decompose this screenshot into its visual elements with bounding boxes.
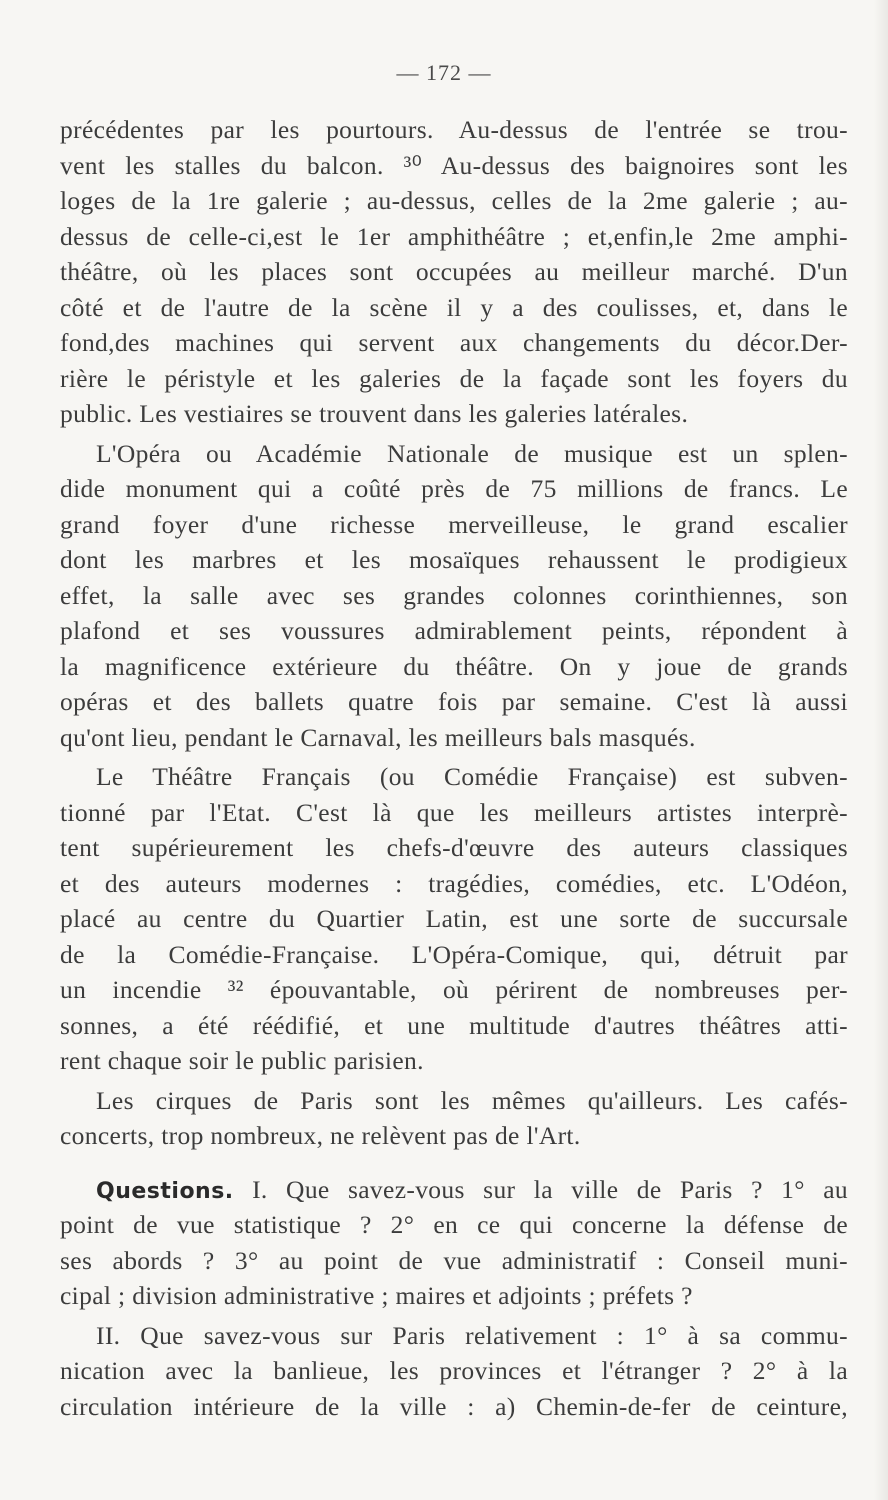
text-line: plafond et ses voussures admirablement peints, répondent à [60,616,848,645]
text-line: sonnes, a été réédifié, et une multitude d'autres théâtres atti- [60,1010,848,1040]
text-body [60,112,848,1424]
text-line: rière le péristyle et les galeries de la façade sont les foyers du [60,363,848,393]
question-line: cipal ; division administrative ; maires et adjoints ; préfets ? [60,1281,693,1310]
text-line: théâtre, où les places sont occupées au meilleur marché. D'un [60,257,848,286]
text-line: tionné par l'Etat. C'est là que les meilleurs artistes interprè- [60,797,848,827]
text-line: rent chaque soir le public parisien. [60,1046,424,1075]
text-line: fond,des machines qui servent aux changements du décor.Der- [60,328,848,357]
text-line: opéras et des ballets quatre fois par semaine. C'est là aussi [60,687,848,716]
paragraph-2 [60,436,848,756]
text-line: grand foyer d'une richesse merveilleuse, le grand escalier [60,509,848,539]
text-line: public. Les vestiaires se trouvent dans les galeries latérales. [60,399,689,428]
text-line: côté et de l'autre de la scène il y a des coulisses, et, dans le [60,292,848,322]
paragraph-3 [60,759,848,1079]
text-line: placé au centre du Quartier Latin, est une sorte de succursale [60,904,848,933]
page-number: — 172 — [396,60,492,85]
text-line: et des auteurs modernes : tragédies, comédies, etc. L'Odéon, [60,868,848,898]
text-line: dessus de celle-ci,est le 1er amphithéâtre ; et,enfin,le 2me amphi- [60,221,848,251]
question-line: circulation intérieure de la ville : a) Chemin-de-fer de ceinture, [60,1391,848,1421]
text-line: Le Théâtre Français (ou Comédie Française) est subven- [96,762,848,791]
paragraph-4 [60,1083,848,1154]
text-line: effet, la salle avec ses grandes colonnes corinthiennes, son [60,580,848,610]
question-line: point de vue statistique ? 2° en ce qui concerne la défense de [60,1210,848,1239]
text-line: dont les marbres et les mosaïques rehaussent le prodigieux [60,545,848,574]
text-line: dide monument qui a coûté près de 75 millions de francs. Le [60,474,848,503]
text-line: vent les stalles du balcon. ³⁰ Au-dessus des baignoires sont les [60,150,848,180]
questions-label: Questions. [96,1178,234,1204]
text-line: la magnificence extérieure du théâtre. On y joue de grands [60,651,848,681]
text-line: un incendie ³² épouvantable, où périrent de nombreuses per- [60,975,848,1004]
text-line: L'Opéra ou Académie Nationale de musique est un splen- [96,438,848,468]
question-line: ses abords ? 3° au point de vue administratif : Conseil muni- [60,1245,848,1275]
question-line [60,1172,848,1208]
questions-block [60,1172,848,1425]
text-line: tent supérieurement les chefs-d'œuvre des auteurs classiques [60,833,848,862]
text-line: de la Comédie-Française. L'Opéra-Comique, qui, détruit par [60,939,848,969]
question-text: I. Que savez-vous sur la ville de Paris ? 1° au [252,1174,848,1204]
text-line: concerts, trop nombreux, ne relèvent pas de l'Art. [60,1121,581,1150]
text-line: loges de la 1re galerie ; au-dessus, celles de la 2me galerie ; au- [60,186,848,215]
question-line: nication avec la banlieue, les provinces et l'étranger ? 2° à la [60,1356,848,1385]
text-line: qu'ont lieu, pendant le Carnaval, les meilleurs bals masqués. [60,722,696,752]
text-line: Les cirques de Paris sont les mêmes qu'ailleurs. Les cafés- [96,1085,848,1115]
text-line: précédentes par les pourtours. Au-dessus de l'entrée se trou- [60,115,848,144]
paragraph-1 [60,112,848,432]
page-edge [874,0,888,1500]
question-line: II. Que savez-vous sur Paris relativement : 1° à sa commu- [96,1320,848,1350]
